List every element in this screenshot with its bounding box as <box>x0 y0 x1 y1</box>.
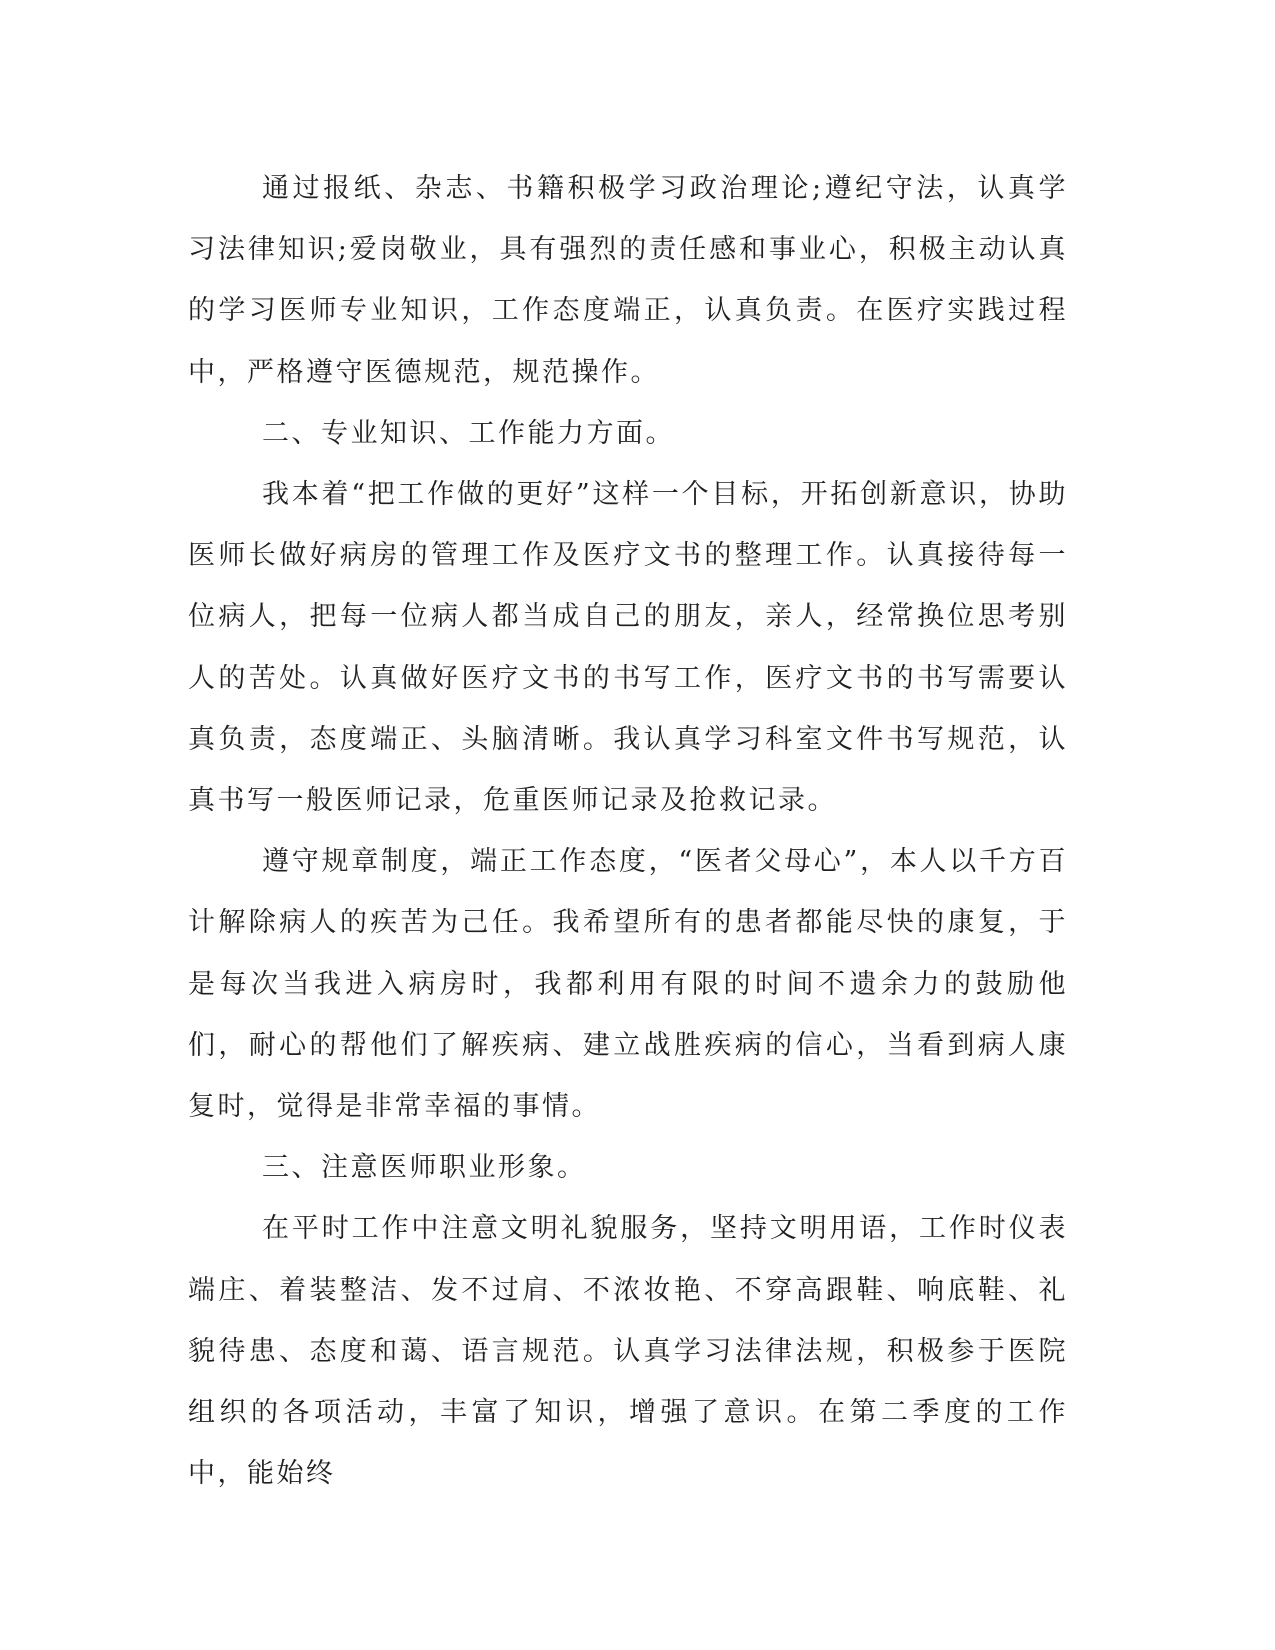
paragraph-civil-service: 在平时工作中注意文明礼貌服务，坚持文明用语，工作时仪表端庄、着装整洁、发不过肩、不浓妆艳、不穿高跟鞋、响底鞋、礼貌待患、态度和蔼、语言规范。认真学习法律法规，积极参于医院组织的各项活动，丰富了知识，增强了意识。在第二季度的工作中，能始终 <box>188 1213 1068 1490</box>
paragraph-rules-attitude: 遵守规章制度，端正工作态度，“医者父母心”，本人以千方百计解除病人的疾苦为己任。我希望所有的患者都能尽快的康复，于是每次当我进入病房时，我都利用有限的时间不遗余力的鼓励他们，耐心的帮他们了解疾病、建立战胜疾病的信心，当看到病人康复时，觉得是非常幸福的事情。 <box>188 846 1068 1123</box>
heading-professional-knowledge: 二、专业知识、工作能力方面。 <box>262 417 675 449</box>
heading-professional-image: 三、注意医师职业形象。 <box>262 1152 587 1184</box>
paragraph-work-goal: 我本着“把工作做的更好”这样一个目标，开拓创新意识，协助医师长做好病房的管理工作及医疗文书的整理工作。认真接待每一位病人，把每一位病人都当成自己的朋友，亲人，经常换位思考别人的苦处。认真做好医疗文书的书写工作，医疗文书的书写需要认真负责，态度端正、头脑清晰。我认真学习科室文件书写规范，认真书写一般医师记录，危重医师记录及抢救记录。 <box>188 479 1068 817</box>
paragraph-political-study: 通过报纸、杂志、书籍积极学习政治理论;遵纪守法，认真学习法律知识;爱岗敬业，具有强烈的责任感和事业心，积极主动认真的学习医师专业知识，工作态度端正，认真负责。在医疗实践过程中，严格遵守医德规范，规范操作。 <box>188 173 1068 388</box>
document-body <box>188 158 1068 1504</box>
